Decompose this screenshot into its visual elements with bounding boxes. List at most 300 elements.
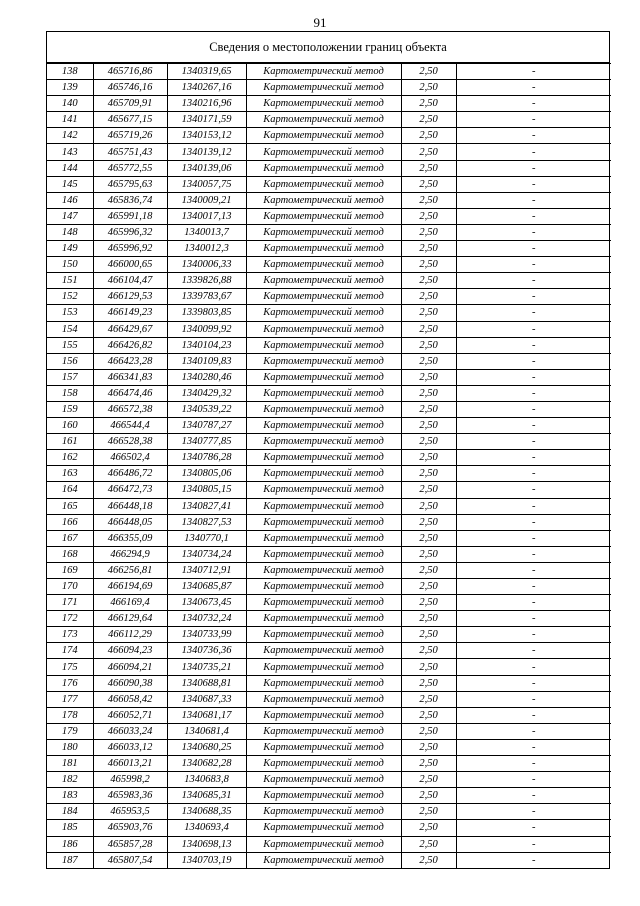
accuracy-cell: 2,50 bbox=[401, 112, 456, 128]
x-coordinate-cell: 466486,72 bbox=[93, 466, 167, 482]
table-row bbox=[47, 385, 611, 401]
accuracy-cell: 2,50 bbox=[401, 353, 456, 369]
table-row bbox=[47, 772, 611, 788]
y-coordinate-cell: 1340429,32 bbox=[167, 385, 246, 401]
description-cell: - bbox=[456, 353, 611, 369]
accuracy-cell: 2,50 bbox=[401, 579, 456, 595]
x-coordinate-cell: 466426,82 bbox=[93, 337, 167, 353]
point-number-cell: 180 bbox=[47, 739, 93, 755]
table-row bbox=[47, 611, 611, 627]
table-row bbox=[47, 723, 611, 739]
description-cell: - bbox=[456, 675, 611, 691]
table-row bbox=[47, 756, 611, 772]
x-coordinate-cell: 466572,38 bbox=[93, 401, 167, 417]
description-cell: - bbox=[456, 96, 611, 112]
x-coordinate-cell: 465709,91 bbox=[93, 96, 167, 112]
y-coordinate-cell: 1340732,24 bbox=[167, 611, 246, 627]
accuracy-cell: 2,50 bbox=[401, 208, 456, 224]
method-cell: Картометрический метод bbox=[246, 353, 401, 369]
point-number-cell: 142 bbox=[47, 128, 93, 144]
y-coordinate-cell: 1340012,3 bbox=[167, 241, 246, 257]
x-coordinate-cell: 466544,4 bbox=[93, 418, 167, 434]
table-row bbox=[47, 305, 611, 321]
table-row bbox=[47, 562, 611, 578]
method-cell: Картометрический метод bbox=[246, 257, 401, 273]
y-coordinate-cell: 1340685,87 bbox=[167, 579, 246, 595]
table-row bbox=[47, 546, 611, 562]
point-number-cell: 160 bbox=[47, 418, 93, 434]
table-row bbox=[47, 434, 611, 450]
point-number-cell: 141 bbox=[47, 112, 93, 128]
table-row bbox=[47, 852, 611, 868]
description-cell: - bbox=[456, 836, 611, 852]
table-row bbox=[47, 418, 611, 434]
y-coordinate-cell: 1340688,35 bbox=[167, 804, 246, 820]
y-coordinate-cell: 1340770,1 bbox=[167, 530, 246, 546]
y-coordinate-cell: 1340827,53 bbox=[167, 514, 246, 530]
table-row bbox=[47, 788, 611, 804]
description-cell: - bbox=[456, 321, 611, 337]
description-cell: - bbox=[456, 385, 611, 401]
y-coordinate-cell: 1340009,21 bbox=[167, 192, 246, 208]
accuracy-cell: 2,50 bbox=[401, 305, 456, 321]
x-coordinate-cell: 466013,21 bbox=[93, 756, 167, 772]
table-row bbox=[47, 289, 611, 305]
x-coordinate-cell: 465807,54 bbox=[93, 852, 167, 868]
description-cell: - bbox=[456, 852, 611, 868]
y-coordinate-cell: 1340786,28 bbox=[167, 450, 246, 466]
method-cell: Картометрический метод bbox=[246, 112, 401, 128]
accuracy-cell: 2,50 bbox=[401, 627, 456, 643]
x-coordinate-cell: 466194,69 bbox=[93, 579, 167, 595]
accuracy-cell: 2,50 bbox=[401, 546, 456, 562]
y-coordinate-cell: 1340681,4 bbox=[167, 723, 246, 739]
point-number-cell: 151 bbox=[47, 273, 93, 289]
point-number-cell: 138 bbox=[47, 64, 93, 80]
description-cell: - bbox=[456, 739, 611, 755]
x-coordinate-cell: 466448,05 bbox=[93, 514, 167, 530]
point-number-cell: 156 bbox=[47, 353, 93, 369]
y-coordinate-cell: 1340682,28 bbox=[167, 756, 246, 772]
description-cell: - bbox=[456, 208, 611, 224]
point-number-cell: 153 bbox=[47, 305, 93, 321]
table-row bbox=[47, 241, 611, 257]
table-row bbox=[47, 579, 611, 595]
point-number-cell: 182 bbox=[47, 772, 93, 788]
method-cell: Картометрический метод bbox=[246, 401, 401, 417]
point-number-cell: 185 bbox=[47, 820, 93, 836]
y-coordinate-cell: 1340109,83 bbox=[167, 353, 246, 369]
point-number-cell: 172 bbox=[47, 611, 93, 627]
description-cell: - bbox=[456, 514, 611, 530]
method-cell: Картометрический метод bbox=[246, 241, 401, 257]
y-coordinate-cell: 1340013,7 bbox=[167, 224, 246, 240]
table-row bbox=[47, 80, 611, 96]
point-number-cell: 179 bbox=[47, 723, 93, 739]
method-cell: Картометрический метод bbox=[246, 675, 401, 691]
description-cell: - bbox=[456, 627, 611, 643]
point-number-cell: 183 bbox=[47, 788, 93, 804]
point-number-cell: 178 bbox=[47, 707, 93, 723]
description-cell: - bbox=[456, 643, 611, 659]
method-cell: Картометрический метод bbox=[246, 852, 401, 868]
y-coordinate-cell: 1340319,65 bbox=[167, 64, 246, 80]
description-cell: - bbox=[456, 401, 611, 417]
description-cell: - bbox=[456, 530, 611, 546]
y-coordinate-cell: 1340733,99 bbox=[167, 627, 246, 643]
method-cell: Картометрический метод bbox=[246, 128, 401, 144]
description-cell: - bbox=[456, 418, 611, 434]
accuracy-cell: 2,50 bbox=[401, 739, 456, 755]
x-coordinate-cell: 465991,18 bbox=[93, 208, 167, 224]
description-cell: - bbox=[456, 546, 611, 562]
y-coordinate-cell: 1340280,46 bbox=[167, 369, 246, 385]
accuracy-cell: 2,50 bbox=[401, 160, 456, 176]
description-cell: - bbox=[456, 434, 611, 450]
method-cell: Картометрический метод bbox=[246, 482, 401, 498]
table-row bbox=[47, 450, 611, 466]
table-row bbox=[47, 96, 611, 112]
point-number-cell: 147 bbox=[47, 208, 93, 224]
y-coordinate-cell: 1340681,17 bbox=[167, 707, 246, 723]
accuracy-cell: 2,50 bbox=[401, 192, 456, 208]
table-row bbox=[47, 160, 611, 176]
accuracy-cell: 2,50 bbox=[401, 482, 456, 498]
accuracy-cell: 2,50 bbox=[401, 80, 456, 96]
description-cell: - bbox=[456, 224, 611, 240]
table-row bbox=[47, 112, 611, 128]
method-cell: Картометрический метод bbox=[246, 514, 401, 530]
y-coordinate-cell: 1340673,45 bbox=[167, 595, 246, 611]
point-number-cell: 139 bbox=[47, 80, 93, 96]
x-coordinate-cell: 465836,74 bbox=[93, 192, 167, 208]
method-cell: Картометрический метод bbox=[246, 96, 401, 112]
coordinates-table-body bbox=[47, 64, 611, 868]
table-row bbox=[47, 192, 611, 208]
point-number-cell: 163 bbox=[47, 466, 93, 482]
description-cell: - bbox=[456, 144, 611, 160]
description-cell: - bbox=[456, 273, 611, 289]
accuracy-cell: 2,50 bbox=[401, 466, 456, 482]
method-cell: Картометрический метод bbox=[246, 337, 401, 353]
x-coordinate-cell: 465719,26 bbox=[93, 128, 167, 144]
description-cell: - bbox=[456, 128, 611, 144]
point-number-cell: 171 bbox=[47, 595, 93, 611]
x-coordinate-cell: 466033,24 bbox=[93, 723, 167, 739]
accuracy-cell: 2,50 bbox=[401, 723, 456, 739]
table-title: Сведения о местоположении границ объекта bbox=[47, 32, 609, 63]
point-number-cell: 140 bbox=[47, 96, 93, 112]
table-row bbox=[47, 691, 611, 707]
x-coordinate-cell: 465677,15 bbox=[93, 112, 167, 128]
accuracy-cell: 2,50 bbox=[401, 176, 456, 192]
accuracy-cell: 2,50 bbox=[401, 401, 456, 417]
accuracy-cell: 2,50 bbox=[401, 707, 456, 723]
x-coordinate-cell: 465996,32 bbox=[93, 224, 167, 240]
method-cell: Картометрический метод bbox=[246, 836, 401, 852]
point-number-cell: 187 bbox=[47, 852, 93, 868]
point-number-cell: 169 bbox=[47, 562, 93, 578]
point-number-cell: 157 bbox=[47, 369, 93, 385]
description-cell: - bbox=[456, 788, 611, 804]
method-cell: Картометрический метод bbox=[246, 707, 401, 723]
description-cell: - bbox=[456, 659, 611, 675]
x-coordinate-cell: 465953,5 bbox=[93, 804, 167, 820]
method-cell: Картометрический метод bbox=[246, 788, 401, 804]
method-cell: Картометрический метод bbox=[246, 804, 401, 820]
description-cell: - bbox=[456, 579, 611, 595]
accuracy-cell: 2,50 bbox=[401, 675, 456, 691]
accuracy-cell: 2,50 bbox=[401, 659, 456, 675]
method-cell: Картометрический метод bbox=[246, 385, 401, 401]
table-row bbox=[47, 208, 611, 224]
point-number-cell: 158 bbox=[47, 385, 93, 401]
table-row bbox=[47, 144, 611, 160]
description-cell: - bbox=[456, 482, 611, 498]
x-coordinate-cell: 465998,2 bbox=[93, 772, 167, 788]
table-row bbox=[47, 273, 611, 289]
method-cell: Картометрический метод bbox=[246, 144, 401, 160]
point-number-cell: 176 bbox=[47, 675, 93, 691]
method-cell: Картометрический метод bbox=[246, 64, 401, 80]
table-row bbox=[47, 675, 611, 691]
method-cell: Картометрический метод bbox=[246, 321, 401, 337]
y-coordinate-cell: 1340787,27 bbox=[167, 418, 246, 434]
x-coordinate-cell: 466169,4 bbox=[93, 595, 167, 611]
description-cell: - bbox=[456, 337, 611, 353]
y-coordinate-cell: 1340734,24 bbox=[167, 546, 246, 562]
description-cell: - bbox=[456, 112, 611, 128]
method-cell: Картометрический метод bbox=[246, 450, 401, 466]
y-coordinate-cell: 1340139,06 bbox=[167, 160, 246, 176]
accuracy-cell: 2,50 bbox=[401, 321, 456, 337]
x-coordinate-cell: 465746,16 bbox=[93, 80, 167, 96]
y-coordinate-cell: 1340712,91 bbox=[167, 562, 246, 578]
x-coordinate-cell: 466129,53 bbox=[93, 289, 167, 305]
description-cell: - bbox=[456, 595, 611, 611]
y-coordinate-cell: 1340539,22 bbox=[167, 401, 246, 417]
y-coordinate-cell: 1340680,25 bbox=[167, 739, 246, 755]
accuracy-cell: 2,50 bbox=[401, 788, 456, 804]
x-coordinate-cell: 465716,86 bbox=[93, 64, 167, 80]
accuracy-cell: 2,50 bbox=[401, 691, 456, 707]
accuracy-cell: 2,50 bbox=[401, 450, 456, 466]
x-coordinate-cell: 466033,12 bbox=[93, 739, 167, 755]
method-cell: Картометрический метод bbox=[246, 595, 401, 611]
y-coordinate-cell: 1340139,12 bbox=[167, 144, 246, 160]
accuracy-cell: 2,50 bbox=[401, 241, 456, 257]
method-cell: Картометрический метод bbox=[246, 80, 401, 96]
y-coordinate-cell: 1340104,23 bbox=[167, 337, 246, 353]
accuracy-cell: 2,50 bbox=[401, 144, 456, 160]
table-row bbox=[47, 466, 611, 482]
method-cell: Картометрический метод bbox=[246, 756, 401, 772]
method-cell: Картометрический метод bbox=[246, 273, 401, 289]
x-coordinate-cell: 466429,67 bbox=[93, 321, 167, 337]
x-coordinate-cell: 466058,42 bbox=[93, 691, 167, 707]
method-cell: Картометрический метод bbox=[246, 530, 401, 546]
description-cell: - bbox=[456, 64, 611, 80]
method-cell: Картометрический метод bbox=[246, 289, 401, 305]
method-cell: Картометрический метод bbox=[246, 611, 401, 627]
y-coordinate-cell: 1340703,19 bbox=[167, 852, 246, 868]
x-coordinate-cell: 466355,09 bbox=[93, 530, 167, 546]
table-row bbox=[47, 257, 611, 273]
point-number-cell: 149 bbox=[47, 241, 93, 257]
y-coordinate-cell: 1340687,33 bbox=[167, 691, 246, 707]
description-cell: - bbox=[456, 466, 611, 482]
method-cell: Картометрический метод bbox=[246, 305, 401, 321]
x-coordinate-cell: 466423,28 bbox=[93, 353, 167, 369]
method-cell: Картометрический метод bbox=[246, 434, 401, 450]
point-number-cell: 181 bbox=[47, 756, 93, 772]
method-cell: Картометрический метод bbox=[246, 820, 401, 836]
y-coordinate-cell: 1340693,4 bbox=[167, 820, 246, 836]
x-coordinate-cell: 465857,28 bbox=[93, 836, 167, 852]
description-cell: - bbox=[456, 611, 611, 627]
method-cell: Картометрический метод bbox=[246, 643, 401, 659]
method-cell: Картометрический метод bbox=[246, 208, 401, 224]
table-row bbox=[47, 498, 611, 514]
accuracy-cell: 2,50 bbox=[401, 337, 456, 353]
description-cell: - bbox=[456, 691, 611, 707]
method-cell: Картометрический метод bbox=[246, 160, 401, 176]
method-cell: Картометрический метод bbox=[246, 723, 401, 739]
x-coordinate-cell: 466149,23 bbox=[93, 305, 167, 321]
table-row bbox=[47, 337, 611, 353]
table-row bbox=[47, 804, 611, 820]
point-number-cell: 154 bbox=[47, 321, 93, 337]
table-row bbox=[47, 64, 611, 80]
accuracy-cell: 2,50 bbox=[401, 418, 456, 434]
description-cell: - bbox=[456, 305, 611, 321]
table-row bbox=[47, 739, 611, 755]
y-coordinate-cell: 1340688,81 bbox=[167, 675, 246, 691]
table-row bbox=[47, 643, 611, 659]
accuracy-cell: 2,50 bbox=[401, 643, 456, 659]
description-cell: - bbox=[456, 241, 611, 257]
x-coordinate-cell: 465996,92 bbox=[93, 241, 167, 257]
y-coordinate-cell: 1340683,8 bbox=[167, 772, 246, 788]
description-cell: - bbox=[456, 450, 611, 466]
method-cell: Картометрический метод bbox=[246, 224, 401, 240]
accuracy-cell: 2,50 bbox=[401, 498, 456, 514]
description-cell: - bbox=[456, 562, 611, 578]
method-cell: Картометрический метод bbox=[246, 691, 401, 707]
accuracy-cell: 2,50 bbox=[401, 595, 456, 611]
point-number-cell: 152 bbox=[47, 289, 93, 305]
y-coordinate-cell: 1340736,36 bbox=[167, 643, 246, 659]
x-coordinate-cell: 466341,83 bbox=[93, 369, 167, 385]
point-number-cell: 155 bbox=[47, 337, 93, 353]
y-coordinate-cell: 1340099,92 bbox=[167, 321, 246, 337]
accuracy-cell: 2,50 bbox=[401, 772, 456, 788]
accuracy-cell: 2,50 bbox=[401, 257, 456, 273]
y-coordinate-cell: 1340171,59 bbox=[167, 112, 246, 128]
accuracy-cell: 2,50 bbox=[401, 562, 456, 578]
point-number-cell: 177 bbox=[47, 691, 93, 707]
point-number-cell: 168 bbox=[47, 546, 93, 562]
point-number-cell: 173 bbox=[47, 627, 93, 643]
x-coordinate-cell: 466052,71 bbox=[93, 707, 167, 723]
point-number-cell: 150 bbox=[47, 257, 93, 273]
y-coordinate-cell: 1339826,88 bbox=[167, 273, 246, 289]
table-row bbox=[47, 514, 611, 530]
description-cell: - bbox=[456, 820, 611, 836]
x-coordinate-cell: 466129,64 bbox=[93, 611, 167, 627]
accuracy-cell: 2,50 bbox=[401, 369, 456, 385]
x-coordinate-cell: 466528,38 bbox=[93, 434, 167, 450]
y-coordinate-cell: 1340017,13 bbox=[167, 208, 246, 224]
accuracy-cell: 2,50 bbox=[401, 836, 456, 852]
table-row bbox=[47, 224, 611, 240]
method-cell: Картометрический метод bbox=[246, 562, 401, 578]
method-cell: Картометрический метод bbox=[246, 546, 401, 562]
method-cell: Картометрический метод bbox=[246, 418, 401, 434]
coordinates-table bbox=[47, 63, 611, 868]
y-coordinate-cell: 1340698,13 bbox=[167, 836, 246, 852]
x-coordinate-cell: 466448,18 bbox=[93, 498, 167, 514]
description-cell: - bbox=[456, 498, 611, 514]
table-row bbox=[47, 369, 611, 385]
point-number-cell: 148 bbox=[47, 224, 93, 240]
y-coordinate-cell: 1340685,31 bbox=[167, 788, 246, 804]
description-cell: - bbox=[456, 772, 611, 788]
x-coordinate-cell: 466094,21 bbox=[93, 659, 167, 675]
x-coordinate-cell: 466112,29 bbox=[93, 627, 167, 643]
x-coordinate-cell: 466090,38 bbox=[93, 675, 167, 691]
y-coordinate-cell: 1339783,67 bbox=[167, 289, 246, 305]
method-cell: Картометрический метод bbox=[246, 772, 401, 788]
accuracy-cell: 2,50 bbox=[401, 96, 456, 112]
x-coordinate-cell: 465795,63 bbox=[93, 176, 167, 192]
x-coordinate-cell: 466256,81 bbox=[93, 562, 167, 578]
point-number-cell: 186 bbox=[47, 836, 93, 852]
accuracy-cell: 2,50 bbox=[401, 852, 456, 868]
point-number-cell: 145 bbox=[47, 176, 93, 192]
accuracy-cell: 2,50 bbox=[401, 224, 456, 240]
method-cell: Картометрический метод bbox=[246, 579, 401, 595]
description-cell: - bbox=[456, 804, 611, 820]
point-number-cell: 144 bbox=[47, 160, 93, 176]
x-coordinate-cell: 466502,4 bbox=[93, 450, 167, 466]
accuracy-cell: 2,50 bbox=[401, 128, 456, 144]
table-row bbox=[47, 128, 611, 144]
description-cell: - bbox=[456, 707, 611, 723]
x-coordinate-cell: 465983,36 bbox=[93, 788, 167, 804]
point-number-cell: 165 bbox=[47, 498, 93, 514]
accuracy-cell: 2,50 bbox=[401, 273, 456, 289]
y-coordinate-cell: 1340267,16 bbox=[167, 80, 246, 96]
table-row bbox=[47, 401, 611, 417]
y-coordinate-cell: 1340216,96 bbox=[167, 96, 246, 112]
x-coordinate-cell: 466474,46 bbox=[93, 385, 167, 401]
method-cell: Картометрический метод bbox=[246, 176, 401, 192]
y-coordinate-cell: 1340153,12 bbox=[167, 128, 246, 144]
accuracy-cell: 2,50 bbox=[401, 611, 456, 627]
table-row bbox=[47, 820, 611, 836]
y-coordinate-cell: 1340805,15 bbox=[167, 482, 246, 498]
y-coordinate-cell: 1340777,85 bbox=[167, 434, 246, 450]
accuracy-cell: 2,50 bbox=[401, 434, 456, 450]
description-cell: - bbox=[456, 369, 611, 385]
description-cell: - bbox=[456, 160, 611, 176]
table-row bbox=[47, 353, 611, 369]
point-number-cell: 166 bbox=[47, 514, 93, 530]
x-coordinate-cell: 466472,73 bbox=[93, 482, 167, 498]
method-cell: Картометрический метод bbox=[246, 739, 401, 755]
accuracy-cell: 2,50 bbox=[401, 64, 456, 80]
